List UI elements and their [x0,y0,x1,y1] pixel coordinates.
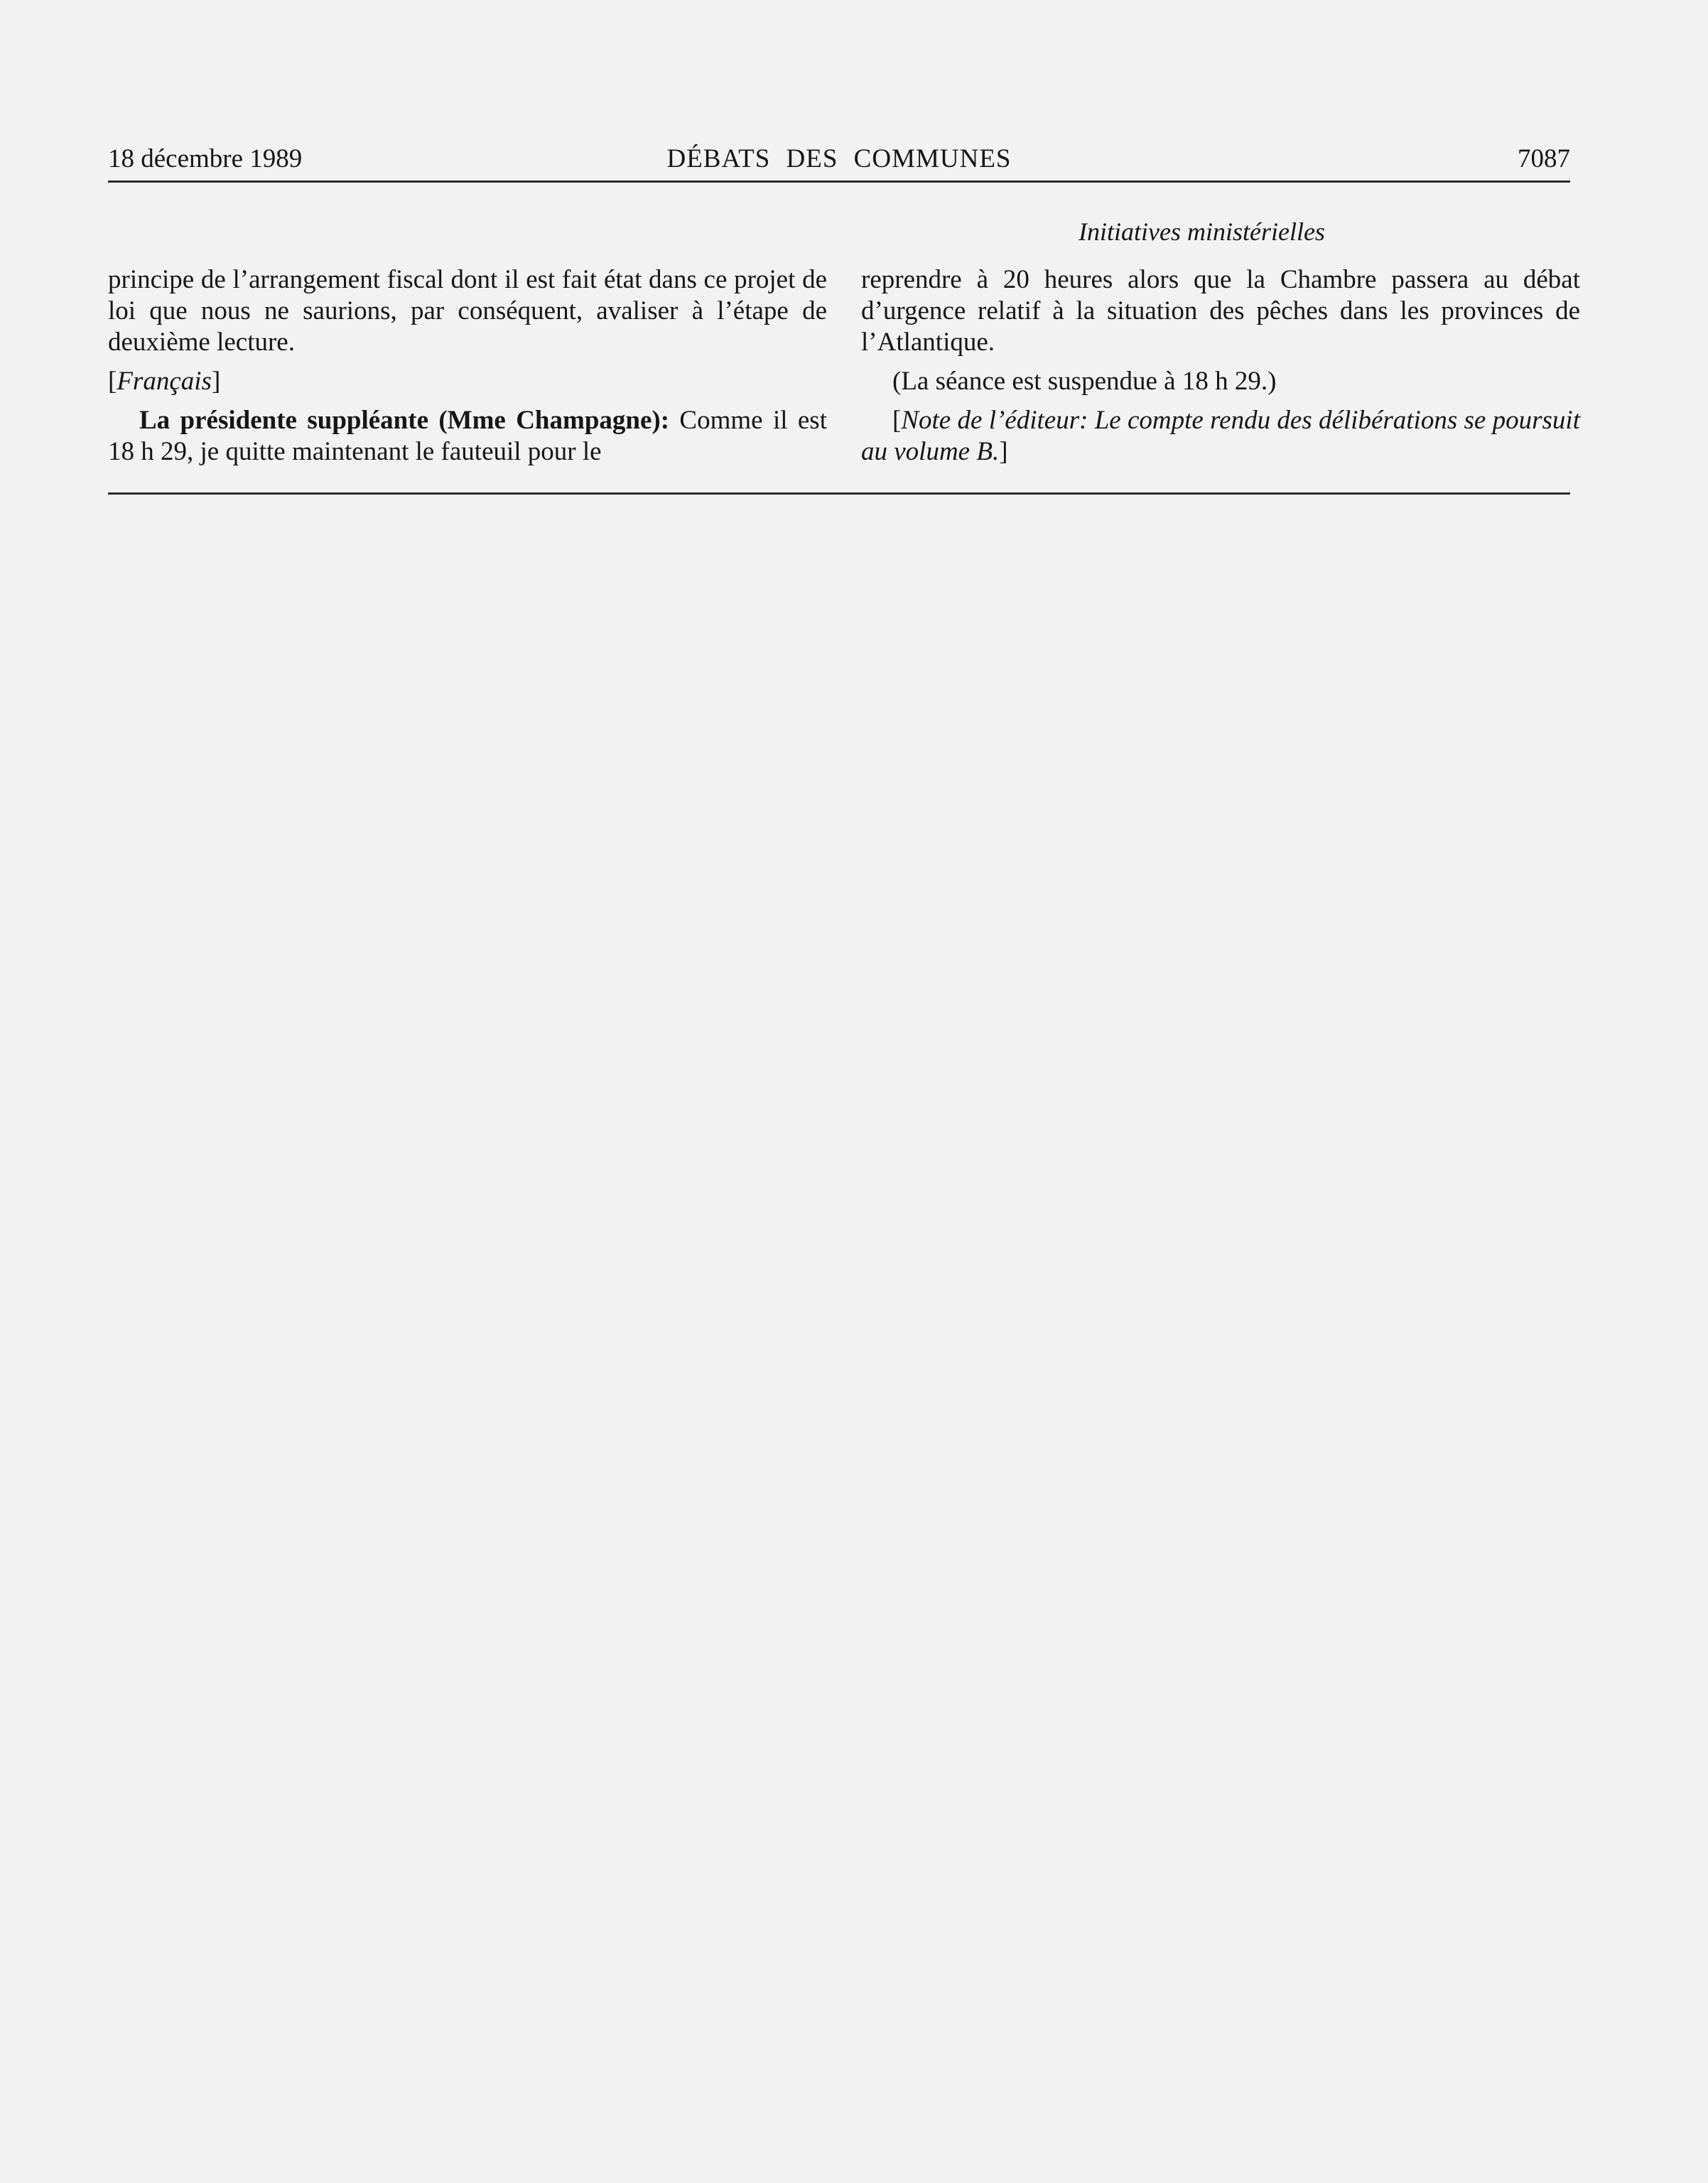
bracket-close: ] [211,367,221,396]
header-title: DÉBATS DES COMMUNES [666,144,1012,173]
left-column [108,264,827,475]
page-number: 7087 [1518,144,1570,173]
bracket-open: [ [892,406,902,435]
speech-paragraph [108,405,827,468]
editor-note-text: Note de l’éditeur: Le compte rendu des délibérations se poursuit au volume B. [861,406,1580,466]
running-head: Initiatives ministérielles [1079,217,1325,246]
header-rule [108,180,1570,183]
header-date: 18 décembre 1989 [108,144,303,173]
paragraph-continuation: principe de l’arrangement fiscal dont il est fait état dans ce projet de loi que nous ne saurions, par conséquent, avaliser à l’étape de deuxième lecture. [108,265,827,357]
language-tag-text: Français [117,367,212,396]
bracket-close: ] [999,437,1008,466]
language-tag [108,366,827,397]
bracket-open: [ [108,367,117,396]
suspension-note: (La séance est suspendue à 18 h 29.) [892,367,1277,396]
editor-note [861,405,1580,468]
speech-text: Comme il est 18 h 29, je quitte maintenant le fauteuil pour le [108,406,827,466]
footer-rule [108,492,1570,495]
right-column [861,264,1580,475]
paragraph-continuation-right: reprendre à 20 heures alors que la Chambre passera au débat d’urgence relatif à la situation des pêches dans les provinces de l’Atlantique. [861,265,1580,357]
page-header [108,139,1570,179]
speaker-name: La présidente suppléante (Mme Champagne): [139,406,670,435]
